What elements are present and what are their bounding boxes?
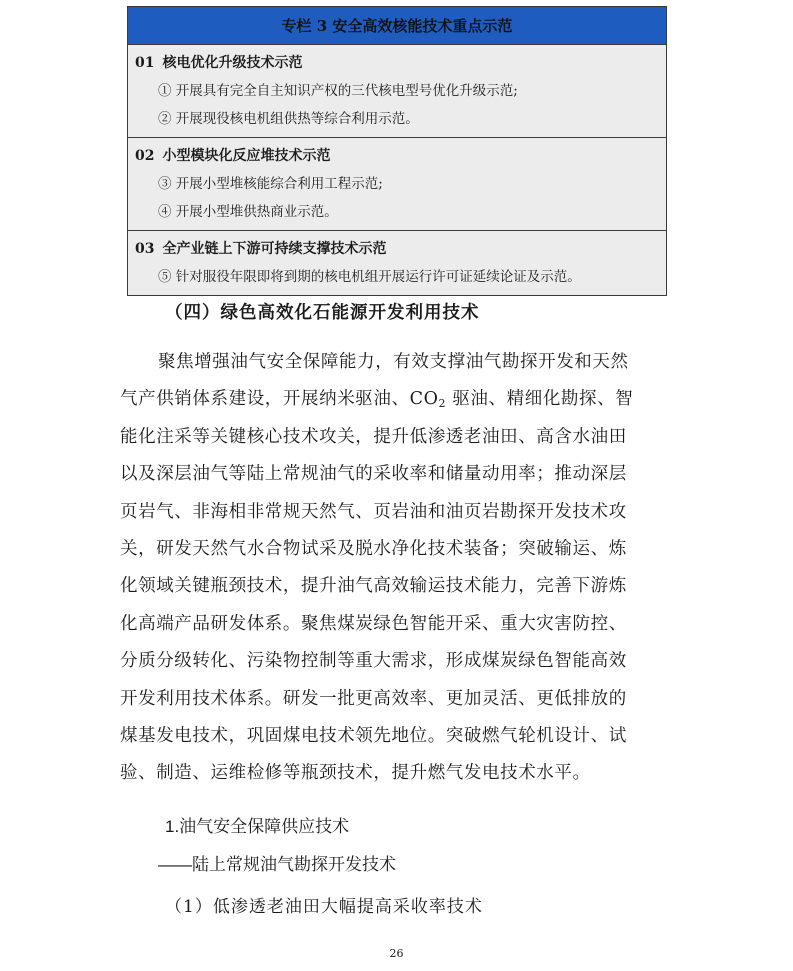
section-item: ① 开展具有完全自主知识产权的三代核电型号优化升级示范; [158,83,518,99]
section-title [128,142,666,170]
paragraph-line [158,344,698,381]
section-title-text: 全产业链上下游可持续支撑技术示范 [162,241,387,257]
subheading-2: ——陆上常规油气勘探开发技术 [158,855,396,874]
paragraph-line: 煤基发电技术，巩固煤电技术领先地位。突破燃气轮机设计、试 [120,725,627,746]
section-item: ④ 开展小型堆供热商业示范。 [158,204,338,220]
section-01 [128,45,666,138]
section-02 [128,138,666,231]
paragraph-line: 分质分级转化、污染物控制等重大需求，形成煤炭绿色智能高效 [120,651,627,672]
paragraph-line: 化高端产品研发体系。聚焦煤炭绿色智能开采、重大灾害防控、 [120,613,627,634]
section-title [128,49,666,77]
paragraph-line-text: 驱油、精细化勘探、智 [446,389,634,410]
paragraph-line-text: 气产供销体系建设，开展纳米驱油、CO [120,389,439,410]
subheading-3: （1）低渗透老油田大幅提高采收率技术 [165,897,483,917]
paragraph-line: 验、制造、运维检修等瓶颈技术，提升燃气发电技术水平。 [120,763,591,784]
section-title [128,235,666,263]
paragraph-line [120,381,698,418]
paragraph-line: 以及深层油气等陆上常规油气的采收率和储量动用率；推动深层 [120,464,627,485]
feature-box [127,6,667,296]
paragraph-line: 化领域关键瓶颈技术，提升油气高效输运技术能力，完善下游炼 [120,576,627,597]
section-title-text: 核电优化升级技术示范 [162,55,303,71]
section-item: ③ 开展小型堆核能综合利用工程示范; [158,176,383,192]
body-paragraph [120,344,698,793]
section-03 [128,231,666,295]
section-title-text: 小型模块化反应堆技术示范 [162,148,331,164]
paragraph-line-text: 聚焦增强油气安全保障能力，有效支撑油气勘探开发和天然 [158,352,629,372]
subheading-1: 1.油气安全保障供应技术 [165,817,350,836]
paragraph-line: 开发利用技术体系。研发一批更高效率、更加灵活、更低排放的 [120,688,627,709]
section-number: 03 [135,241,155,257]
section-heading: （四）绿色高效化石能源开发利用技术 [165,303,480,323]
section-number: 01 [135,55,155,71]
subscript: 2 [438,397,447,411]
paragraph-line: 关，研发天然气水合物试采及脱水净化技术装备；突破输运、炼 [120,538,627,559]
section-number: 02 [135,148,155,164]
paragraph-line: 页岩气、非海相非常规天然气、页岩油和油页岩勘探开发技术攻 [120,501,627,522]
feature-box-title: 专栏 3 安全高效核能技术重点示范 [128,7,666,45]
page-number: 26 [389,947,404,960]
section-item: ⑤ 针对服役年限即将到期的核电机组开展运行许可证延续论证及示范。 [158,269,581,285]
section-item: ② 开展现役核电机组供热等综合利用示范。 [158,111,419,127]
paragraph-line: 能化注采等关键核心技术攻关，提升低渗透老油田、高含水油田 [120,426,627,447]
